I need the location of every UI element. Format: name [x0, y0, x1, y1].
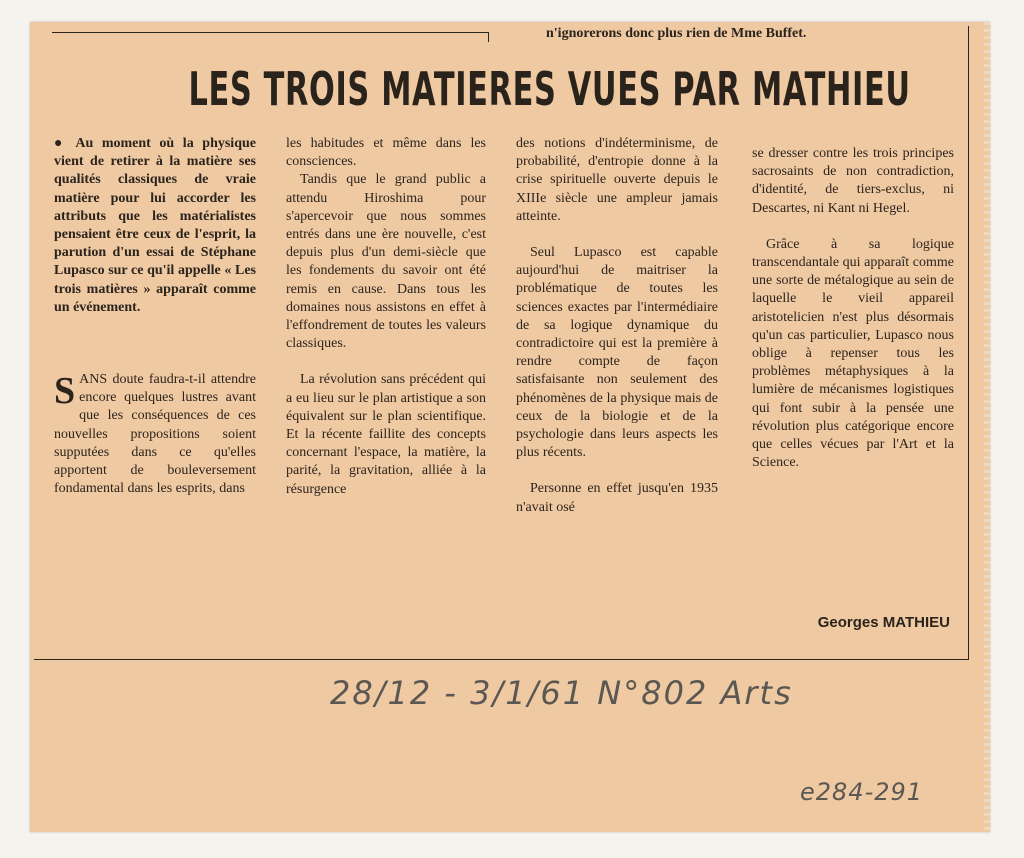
- column-4-paragraph-2: Grâce à sa logique transcendantale qui apparaît comme une sorte de métalogique au sein de laquelle le vieil appareil aristotelicien n'est plus désormais qu'un cas particulier, Lupasco nous oblige à repenser tous les problèmes métaphysiques à la lumière de mécanismes logistiques qui font subir à la pensée une révolution plus catégorique encore que celles vécues par l'Art et la Science.: [752, 236, 954, 471]
- frame-right-rule: [968, 26, 969, 660]
- column-4: [752, 145, 954, 472]
- column-3-paragraph-3: Personne en effet jusqu'en 1935 n'avait osé: [516, 481, 718, 515]
- author-signature: Georges MATHIEU: [817, 614, 950, 631]
- previous-article-line: n'ignorerons donc plus rien de Mme Buffet.: [546, 26, 807, 41]
- handwritten-reference: e284-291: [800, 778, 924, 806]
- column-2-paragraph-2: Tandis que le grand public a attendu Hiroshima pour s'apercevoir que nous sommes entrés dans une ère nouvelle, c'est depuis plus d'un demi-siècle que les fondements du savoir ont été remis en cause. Dans tous les domaines nous assistons en effet à l'effondrement de toutes les valeurs classiques.: [286, 172, 486, 352]
- dropcap-letter: S: [54, 370, 76, 413]
- column-2: [286, 135, 486, 499]
- column-2-paragraph-3: La révolution sans précédent qui a eu lieu sur le plan artistique a son équivalent sur le plan scientifique. Et la récente faillite des concepts concernant l'espace, la matière, la parité, la gravitation, alliée à la résurgence: [286, 372, 486, 497]
- column-3-paragraph-2: Seul Lupasco est capable aujourd'hui de maitriser la problématique de toutes les sciences exactes par l'intermédiaire de sa logique dynamique du contradictoire qui est la première à rendre compte de façon satisfaisante non seulement des phénomènes de la physique mais de ceux de la biologie et de la psychologie dans leurs aspects les plus récents.: [516, 245, 718, 461]
- headline: LES TROIS MATIERES VUES PAR MATHIEU: [188, 62, 911, 116]
- dropcap-paragraph: [54, 371, 256, 498]
- column-4-paragraph-1: se dresser contre les trois principes sacrosaints de non contradiction, d'identité, de tiers-exclus, ni Descartes, ni Kant ni Hegel.: [752, 146, 954, 216]
- handwritten-date-note: 28/12 - 3/1/61 N°802 Arts: [330, 674, 793, 712]
- column-2-paragraph-1: les habitudes et même dans les consciences.: [286, 136, 486, 170]
- dropcap-paragraph-text: ANS doute faudra-t-il attendre encore quelques lustres avant que les conséquences de ces nouvelles propositions soient supputées dans ce qu'elles apportent de bouleversement fondamental dans les esprits, dans: [54, 372, 256, 497]
- column-1: [54, 135, 256, 498]
- newspaper-clipping: [30, 22, 990, 832]
- top-rule: [52, 32, 488, 33]
- column-3: [516, 135, 718, 517]
- column-3-paragraph-1: des notions d'indéterminisme, de probabilité, d'entropie donne à la crise spirituelle ouverte depuis le XIIIe siècle une ampleur jamais atteinte.: [516, 136, 718, 224]
- lead-paragraph: ● Au moment où la physique vient de retirer à la matière ses qualités classiques de vraie matière pour lui accorder les attributs que les matérialistes pensaient être ceux de l'esprit, la parution d'un essai de Stéphane Lupasco sur ce qu'il appelle « Les trois matières » apparaît comme un événement.: [54, 136, 256, 315]
- frame-bottom-rule: [34, 659, 968, 660]
